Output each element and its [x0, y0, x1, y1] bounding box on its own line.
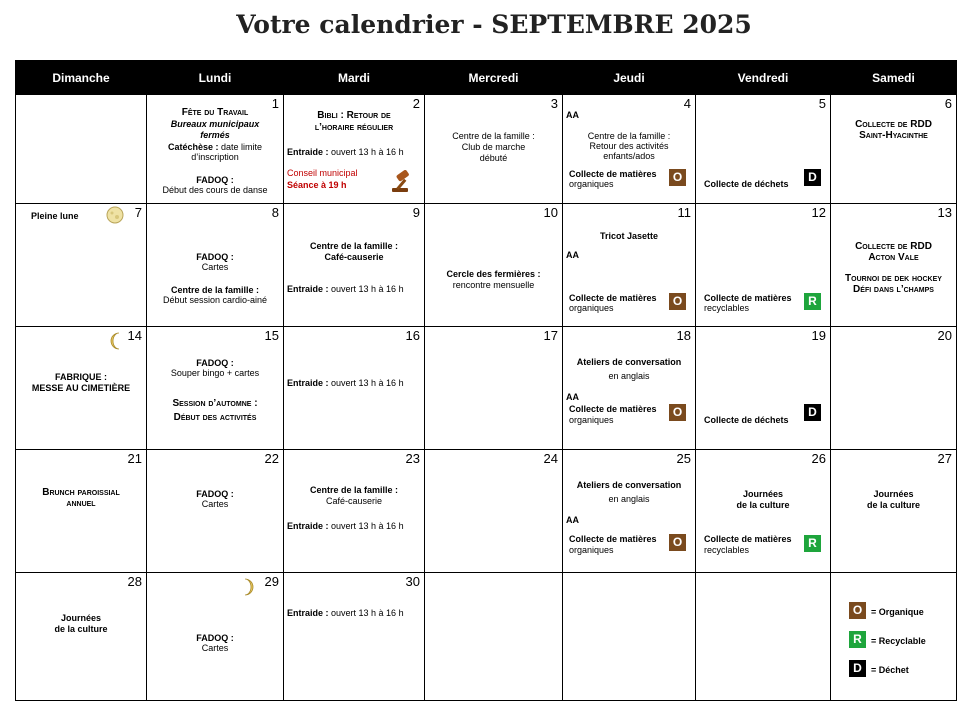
- day-cell-3: [425, 95, 563, 204]
- event-title: Fête du Travail: [181, 107, 249, 118]
- event-text: Cartes: [201, 643, 229, 653]
- event-text: Catéchèse : date limite: [167, 142, 263, 152]
- organique-badge: O: [669, 404, 686, 421]
- event-text: FADOQ :: [196, 175, 234, 185]
- gavel-icon: [388, 170, 416, 194]
- legend-label: = Organique: [871, 607, 924, 617]
- aa-label: AA: [566, 515, 579, 525]
- event-text: d’inscription: [191, 152, 239, 162]
- day-cell-10: [425, 204, 563, 327]
- aa-label: AA: [566, 110, 579, 120]
- day-number: 16: [405, 328, 420, 343]
- event-text: enfants/ados: [603, 151, 655, 161]
- calendar-week: [16, 327, 957, 450]
- day-cell-9: [284, 204, 425, 327]
- event-text: Café-causerie: [324, 252, 384, 262]
- event-text: Centre de la famille :: [170, 285, 260, 295]
- event-text: Journées: [742, 489, 784, 499]
- day-number: 13: [937, 205, 952, 220]
- event-text: Retour des activités: [589, 141, 669, 151]
- event-text: Café-causerie: [325, 496, 383, 506]
- recyclable-badge: R: [804, 293, 821, 310]
- recyclable-badge: R: [804, 535, 821, 552]
- calendar-week: [16, 204, 957, 327]
- day-cell-empty: [696, 573, 831, 701]
- day-cell-23: [284, 450, 425, 573]
- day-number: 6: [944, 96, 952, 111]
- aa-label: AA: [566, 250, 579, 260]
- weekday-header: [16, 61, 957, 95]
- collecte-label: organiques: [569, 545, 614, 555]
- day-cell-12: [696, 204, 831, 327]
- day-cell-empty: [563, 573, 696, 701]
- event-text: Journées: [60, 613, 102, 623]
- event-title: Début des activités: [173, 412, 257, 423]
- full-moon-icon: [106, 206, 124, 224]
- event-text: Entraide : ouvert 13 h à 16 h: [287, 608, 404, 618]
- collecte-label: organiques: [569, 415, 614, 425]
- day-header: Mardi: [284, 61, 425, 95]
- day-header: Samedi: [831, 61, 957, 95]
- day-header: Vendredi: [696, 61, 831, 95]
- event-text: Souper bingo + cartes: [170, 368, 260, 378]
- event-text: FADOQ :: [196, 358, 234, 368]
- event-text: MESSE AU CIMETIÈRE: [31, 383, 131, 393]
- day-number: 22: [264, 451, 279, 466]
- event-text: débuté: [479, 153, 508, 163]
- day-number: 17: [543, 328, 558, 343]
- day-cell-4: [563, 95, 696, 204]
- collecte-label: organiques: [569, 179, 614, 189]
- day-header: Dimanche: [16, 61, 147, 95]
- day-cell-16: [284, 327, 425, 450]
- event-text: Tricot Jasette: [599, 231, 659, 241]
- event-text: Cercle des fermières :: [446, 269, 541, 279]
- event-text: Centre de la famille :: [452, 131, 535, 141]
- collecte-label: recyclables: [704, 545, 750, 555]
- event-title: Saint-Hyacinthe: [859, 130, 928, 141]
- day-cell-empty: [425, 573, 563, 701]
- day-cell-2: [284, 95, 425, 204]
- day-number: 21: [127, 451, 142, 466]
- event-text: Club de marche: [461, 142, 526, 152]
- collecte-label: Collecte de matières: [569, 404, 657, 414]
- event-text: de la culture: [736, 500, 790, 510]
- day-number: 10: [543, 205, 558, 220]
- day-cell-1: [147, 95, 284, 204]
- day-header: Lundi: [147, 61, 284, 95]
- calendar-week: [16, 450, 957, 573]
- day-cell-29: [147, 573, 284, 701]
- dechet-badge: D: [804, 169, 821, 186]
- event-text: Journées: [873, 489, 914, 499]
- legend-label: = Déchet: [871, 665, 909, 675]
- organique-badge: O: [849, 602, 866, 619]
- day-cell-20: [831, 327, 957, 450]
- event-text: rencontre mensuelle: [452, 280, 535, 290]
- organique-badge: O: [669, 293, 686, 310]
- day-cell-14: [16, 327, 147, 450]
- event-text: Centre de la famille :: [309, 485, 399, 495]
- calendar-grid: [15, 60, 957, 701]
- event-text: de la culture: [54, 624, 108, 634]
- event-text: Conseil municipal: [287, 168, 358, 178]
- event-text: fermés: [200, 130, 230, 140]
- event-title: Brunch paroissial: [42, 487, 120, 498]
- day-number: 1: [271, 96, 279, 111]
- event-text: Pleine lune: [31, 211, 79, 221]
- dechet-badge: D: [849, 660, 866, 677]
- day-number: 5: [818, 96, 826, 111]
- legend-label: = Recyclable: [871, 636, 926, 646]
- event-text: Ateliers de conversation: [576, 357, 682, 367]
- event-text: Séance à 19 h: [287, 180, 347, 190]
- day-number: 2: [412, 96, 420, 111]
- day-number: 26: [811, 451, 826, 466]
- day-cell-22: [147, 450, 284, 573]
- day-cell-30: [284, 573, 425, 701]
- event-title: Acton Vale: [868, 252, 919, 263]
- event-text: FADOQ :: [196, 633, 234, 643]
- event-text: FADOQ :: [196, 252, 234, 262]
- collecte-label: Collecte de matières: [569, 534, 657, 544]
- day-number: 20: [937, 328, 952, 343]
- day-number: 12: [811, 205, 826, 220]
- day-cell-15: [147, 327, 284, 450]
- day-header: Jeudi: [563, 61, 696, 95]
- event-text: Bureaux municipaux: [170, 119, 260, 129]
- day-cell-19: [696, 327, 831, 450]
- collecte-label: recyclables: [704, 303, 750, 313]
- day-number: 19: [811, 328, 826, 343]
- day-number: 11: [677, 205, 691, 220]
- day-number: 27: [937, 451, 952, 466]
- calendar-week: [16, 573, 957, 701]
- day-cell-5: [696, 95, 831, 204]
- day-cell-17: [425, 327, 563, 450]
- event-title: Collecte de RDD: [855, 119, 932, 130]
- day-cell-27: [831, 450, 957, 573]
- event-title: Défi dans l’champs: [853, 284, 934, 295]
- event-text: de la culture: [866, 500, 920, 510]
- day-cell-25: [563, 450, 696, 573]
- day-cell-21: [16, 450, 147, 573]
- day-cell-empty: [16, 95, 147, 204]
- day-number: 7: [134, 205, 142, 220]
- event-text: Entraide : ouvert 13 h à 16 h: [287, 521, 404, 531]
- collecte-label: Collecte de déchets: [704, 415, 789, 425]
- calendar-week: [16, 95, 957, 204]
- aa-label: AA: [566, 392, 579, 402]
- day-number: 3: [550, 96, 558, 111]
- day-number: 18: [676, 328, 691, 343]
- event-title: Session d’automne :: [172, 398, 258, 409]
- event-text: Cartes: [201, 262, 229, 272]
- day-cell-24: [425, 450, 563, 573]
- day-header: Mercredi: [425, 61, 563, 95]
- day-cell-26: [696, 450, 831, 573]
- event-text: Cartes: [201, 499, 229, 509]
- collecte-label: Collecte de matières: [704, 534, 792, 544]
- event-text: Entraide : ouvert 13 h à 16 h: [287, 284, 404, 294]
- day-number: 8: [271, 205, 279, 220]
- day-number: 30: [405, 574, 420, 589]
- legend-cell: [831, 573, 957, 701]
- dechet-badge: D: [804, 404, 821, 421]
- day-cell-18: [563, 327, 696, 450]
- event-text: FADOQ :: [196, 489, 234, 499]
- day-number: 29: [264, 574, 279, 589]
- crescent-moon-icon: [108, 332, 124, 350]
- collecte-label: Collecte de déchets: [704, 179, 789, 189]
- page-title: Votre calendrier - SEPTEMBRE 2025: [236, 10, 752, 39]
- event-text: Entraide : ouvert 13 h à 16 h: [287, 147, 404, 157]
- day-cell-7: [16, 204, 147, 327]
- collecte-label: Collecte de matières: [704, 293, 792, 303]
- day-number: 24: [543, 451, 558, 466]
- event-text: Centre de la famille :: [309, 241, 399, 251]
- organique-badge: O: [669, 534, 686, 551]
- recyclable-badge: R: [849, 631, 866, 648]
- event-text: FABRIQUE :: [54, 372, 107, 382]
- day-cell-6: [831, 95, 957, 204]
- day-number: 4: [683, 96, 691, 111]
- collecte-label: Collecte de matières: [569, 169, 657, 179]
- event-title: Bibli : Retour de: [317, 110, 391, 121]
- event-title: Tournoi de dek hockey: [845, 273, 942, 284]
- day-cell-8: [147, 204, 284, 327]
- day-number: 15: [264, 328, 279, 343]
- crescent-moon-icon: [242, 578, 256, 596]
- collecte-label: organiques: [569, 303, 614, 313]
- collecte-label: Collecte de matières: [569, 293, 657, 303]
- event-title: l’horaire régulier: [314, 122, 394, 133]
- day-cell-13: [831, 204, 957, 327]
- day-cell-28: [16, 573, 147, 701]
- event-text: Centre de la famille :: [587, 131, 671, 141]
- day-number: 14: [127, 328, 142, 343]
- day-number: 9: [412, 205, 420, 220]
- day-number: 28: [127, 574, 142, 589]
- event-text: Ateliers de conversation: [576, 480, 682, 490]
- event-text: en anglais: [608, 494, 650, 504]
- event-text: en anglais: [608, 371, 650, 381]
- event-title: Collecte de RDD: [855, 241, 932, 252]
- event-text: Début des cours de danse: [162, 185, 268, 195]
- day-number: 25: [676, 451, 691, 466]
- day-cell-11: [563, 204, 696, 327]
- event-text: Début session cardio-ainé: [162, 295, 268, 305]
- event-title: annuel: [66, 498, 96, 509]
- day-number: 23: [405, 451, 420, 466]
- organique-badge: O: [669, 169, 686, 186]
- event-text: Entraide : ouvert 13 h à 16 h: [287, 378, 404, 388]
